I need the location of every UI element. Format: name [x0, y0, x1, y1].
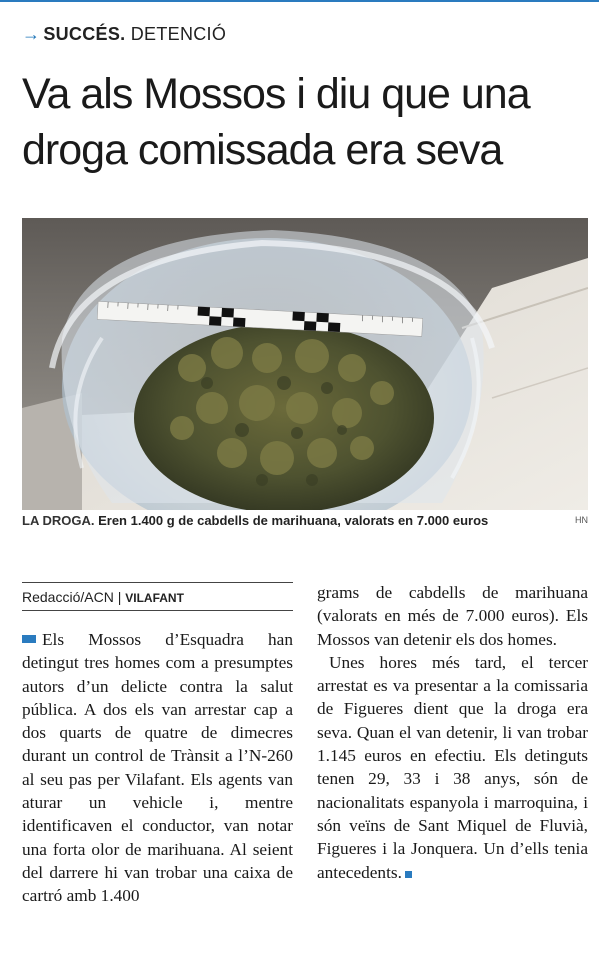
section-label: SUCCÉS.	[43, 24, 126, 44]
photo-credit: HN	[575, 515, 588, 525]
photo-caption	[22, 513, 588, 528]
article-column-2	[317, 581, 588, 884]
body-paragraph-1-text: Els Mossos d’Esquadra han detingut tres homes com a presumptes autors d’un delicte contra la salut pública. A dos els van arrestar cap a dos quarts de quatre de dimecres durant un control de Trànsit a l’N-260 al seu pas per Vilafant. Els agents van aturar un vehicle i, mentre identificaven el conductor, van notar una forta olor de marihuana. Al seient del darrere hi van trobar una caixa de cartró amb 1.400	[22, 630, 293, 906]
square-mark-icon	[22, 635, 36, 643]
article-photo	[22, 218, 588, 510]
caption-text: Eren 1.400 g de cabdells de marihuana, valorats en 7.000 euros	[98, 513, 489, 528]
section-kicker	[22, 24, 226, 45]
body-paragraph-1-continued: grams de cabdells de marihuana (valorats en més de 7.000 euros). Els Mossos van detenir els dos homes.	[317, 583, 588, 649]
arrow-right-icon: →	[22, 24, 41, 44]
headline: Va als Mossos i diu que una droga comissada era seva	[22, 70, 530, 174]
body-paragraph-2	[317, 651, 588, 884]
body-paragraph-1	[22, 628, 293, 908]
square-end-icon	[405, 871, 412, 878]
body-paragraph-2-text: Unes hores més tard, el tercer arrestat es va presentar a la comissaria de Figueres dient que la droga era seva. Quan el van detenir, li van trobar 1.145 euros en efectiu. Els detinguts tenen 29, 33 i 38 anys, són de nacionalitats espanyola i marroquina, i són veïns de Sant Miquel de Fluvià, Figueres i la Jonquera. Un d’ells tenia antecedents.	[317, 652, 588, 882]
subsection-label: DETENCIÓ	[130, 24, 227, 44]
byline	[22, 582, 293, 611]
article-column-1	[22, 628, 293, 908]
byline-author: Redacció/ACN	[22, 589, 114, 605]
byline-separator: |	[117, 589, 122, 605]
byline-place: VILAFANT	[125, 591, 184, 605]
top-rule	[0, 0, 599, 2]
caption-label: LA DROGA.	[22, 513, 95, 528]
